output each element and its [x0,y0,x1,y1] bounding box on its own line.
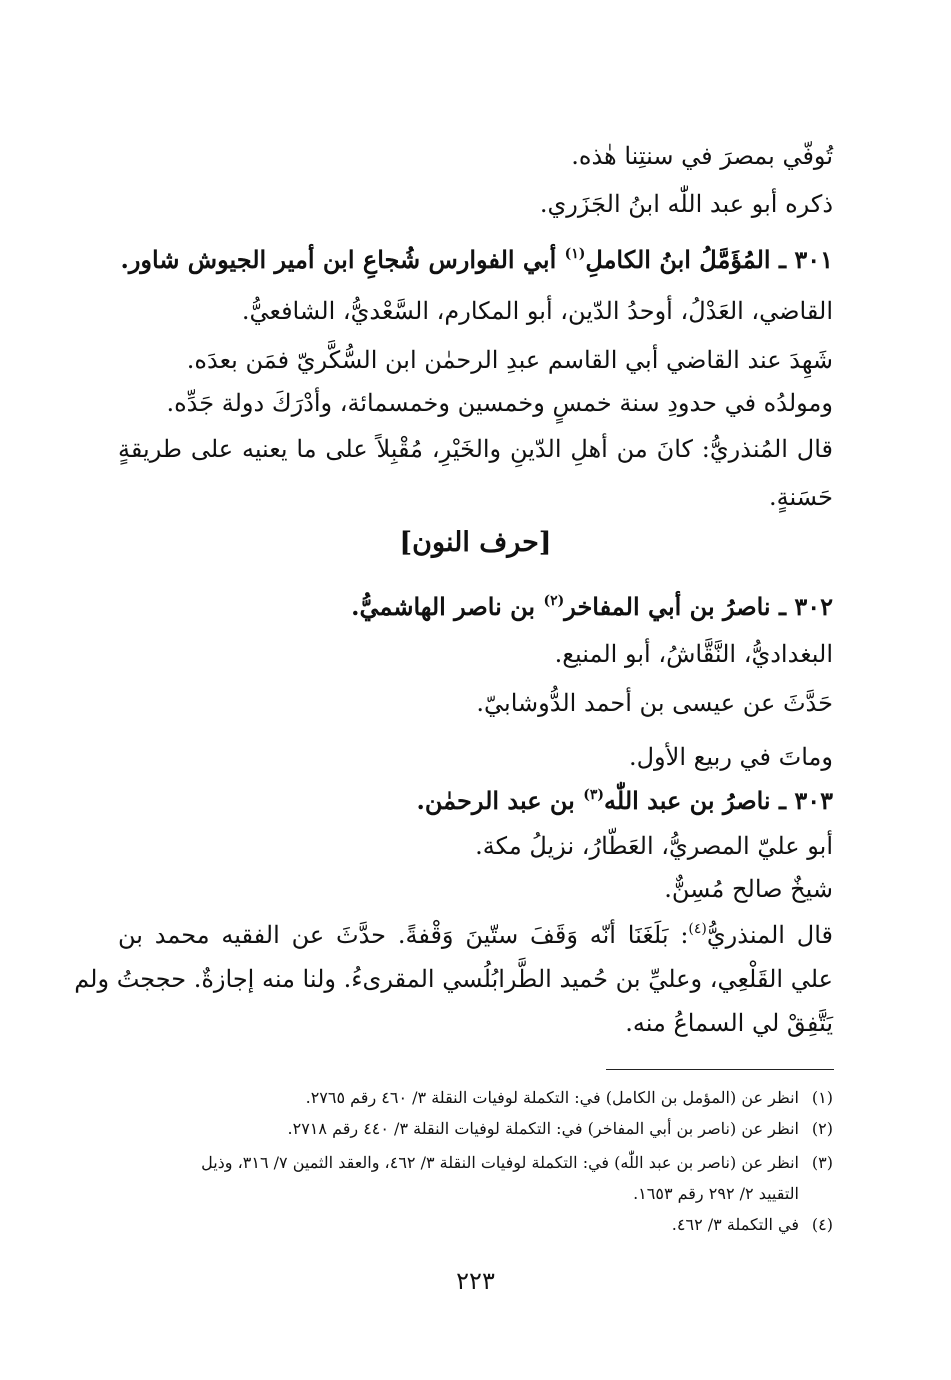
text-line: القاضي، العَدْلُ، أوحدُ الدّين، أبو المكارم، السَّعْديُّ، الشافعيُّ. [241,297,833,325]
page-number: ٢٢٣ [456,1267,495,1295]
footnote-text: انظر عن (ناصر بن عبد اللّٰه) في: التكملة لوفيات النقلة ٣/ ٤٦٢، والعقد الثمين ٧/ ٣١٦، وذيل [201,1153,799,1172]
text-line: ومولدُه في حدودِ سنة خمسٍ وخمسين وخمسمائة، وأدْرَكَ دولة جَدِّه. [166,389,833,417]
footnote-text: انظر عن (ناصر بن أبي المفاخر) في: التكملة لوفيات النقلة ٣/ ٤٤٠ رقم ٢٧١٨. [287,1119,799,1138]
text-line: البغداديُّ، النَّقَّاشُ، أبو المنيع. [554,640,833,668]
text-line: يَتَّفِقْ لي السماعُ منه. [625,1009,833,1037]
text-line: حَسَنةٍ. [769,483,833,511]
footnote-number: (٤) [811,1215,833,1234]
entry-head: ٣٠٣ ـ ناصرُ بن عبد اللّٰه [604,786,833,815]
footnote-ref[interactable]: (١) [564,246,586,262]
text-line: شيخٌ صالح مُسِنٌّ. [664,875,833,903]
text-line: شَهِدَ عند القاضي أبي القاسم عبدِ الرحمٰن ابن السُّكَّريّ فمَن بعدَه. [186,346,833,374]
text-line: حَدَّثَ عن عيسى بن أحمد الدُّوشابيّ. [476,689,833,717]
footnote-text: في التكملة ٣/ ٤٦٢. [671,1215,799,1234]
entry-head: ٣٠١ ـ المُؤَمَّلُ ابنُ الكاملِ [585,245,833,274]
text-line: أبو عليّ المصريُّ، العَطّارُ، نزيلُ مكة. [475,832,833,860]
footnote-4 [118,1212,833,1238]
section-heading: [حرف النون] [399,527,552,558]
text-line: علي القَلْعِي، وعليِّ بن حُميد الطَّرابُلُسي المقرىءُ. ولنا منه إجازةٌ. حججتُ ولم [74,965,833,993]
footnote-text: التقييد ٢/ ٢٩٢ رقم ١٦٥٣. [633,1184,799,1203]
entry-tail: بن ناصر الهاشميُّ. [351,592,544,621]
text-line: تُوفّي بمصرَ في سنتِنا هٰذه. [571,142,833,170]
text-line: ذكره أبو عبد اللّٰه ابنُ الجَزَري. [539,190,833,218]
footnote-3-continued [118,1181,833,1207]
entry-heading-302 [118,588,833,626]
footnote-3 [118,1150,833,1176]
text-line: وماتَ في ربيع الأول. [628,743,833,771]
footnote-divider [606,1069,834,1070]
text-line: قال المُنذريُّ: كانَ من أهلِ الدّينِ والخَيْرِ، مُقْبِلاً على ما يعنيه على طريقةٍ [118,435,833,463]
footnote-text: انظر عن (المؤمل بن الكامل) في: التكملة لوفيات النقلة ٣/ ٤٦٠ رقم ٢٧٦٥. [305,1088,799,1107]
footnote-ref[interactable]: (٢) [543,593,565,609]
footnote-ref[interactable]: (٣) [583,787,604,803]
footnote-number: (١) [811,1088,833,1107]
footnote-2 [118,1116,833,1142]
entry-heading-303 [118,782,833,820]
entry-tail: أبي الفوارس شُجاعِ ابن أمير الجيوش شاور. [120,245,565,274]
footnote-number: (٢) [811,1119,833,1138]
entry-tail: بن عبد الرحمٰن. [416,786,584,815]
quote-text: : بَلَغَنَا أنّه وَقَفَ ستّينَ وَقْفةً. حدَّثَ عن الفقيه محمد بن [118,921,689,949]
footnote-1 [118,1085,833,1111]
text-line [118,916,833,954]
footnote-ref[interactable]: (٤) [688,921,707,937]
entry-heading-301 [118,241,833,279]
footnote-number: (٣) [811,1153,833,1172]
quote-intro: قال المنذريُّ [706,921,833,949]
entry-head: ٣٠٢ ـ ناصرُ بن أبي المفاخر [564,592,833,621]
